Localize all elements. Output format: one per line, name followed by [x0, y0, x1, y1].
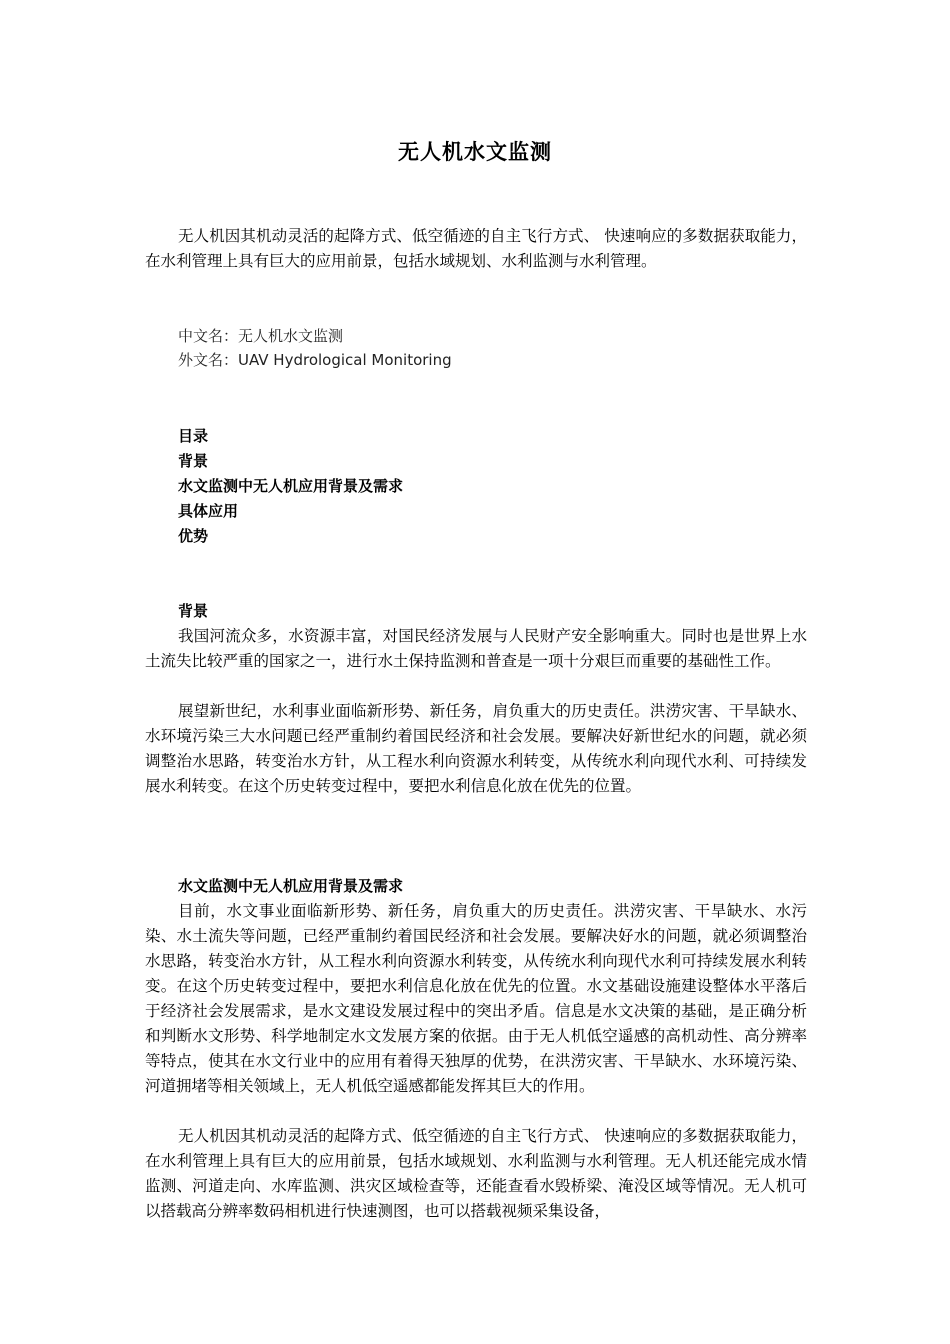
needs-paragraph-2: 无人机因其机动灵活的起降方式、低空循迹的自主飞行方式、 快速响应的多数据获取能力，在水利管理上具有巨大的应用前景，包括水域规划、水利监测与水利管理。无人机还能完成水情监测、河道走向、水库监测、洪灾区域检查等，还能查看水毁桥梁、淹没区域等情况。无人机可以搭载高分辨率数码相机进行快速测图，也可以搭载视频采集设备，	[145, 1127, 807, 1220]
background-paragraph-1: 我国河流众多，水资源丰富，对国民经济发展与人民财产安全影响重大。同时也是世界上水土流失比较严重的国家之一，进行水土保持监测和普查是一项十分艰巨而重要的基础性工作。	[145, 627, 807, 670]
toc-heading: 目录	[178, 427, 209, 445]
section-heading-needs: 水文监测中无人机应用背景及需求	[178, 877, 404, 895]
needs-paragraph-1: 目前，水文事业面临新形势、新任务，肩负重大的历史责任。洪涝灾害、干旱缺水、水污染、水土流失等问题，已经严重制约着国民经济和社会发展。要解决好水的问题，就必须调整治水思路，转变治水方针，从工程水利向资源水利转变，从传统水利向现代水利可持续发展水利转变。在这个历史转变过程中，要把水利信息化放在优先的位置。水文基础设施建设整体水平落后于经济社会发展需求，是水文建设发展过程中的突出矛盾。信息是水文决策的基础，是正确分析和判断水文形势、科学地制定水文发展方案的依据。由于无人机低空遥感的高机动性、高分辨率等特点，使其在水文行业中的应用有着得天独厚的优势，在洪涝灾害、干旱缺水、水环境污染、河道拥堵等相关领域上，无人机低空遥感都能发挥其巨大的作用。	[145, 902, 807, 1095]
background-paragraph-2: 展望新世纪，水利事业面临新形势、新任务，肩负重大的历史责任。洪涝灾害、干旱缺水、水环境污染三大水问题已经严重制约着国民经济和社会发展。要解决好新世纪水的问题，就必须调整治水思路，转变治水方针，从工程水利向资源水利转变，从传统水利向现代水利、可持续发展水利转变。在这个历史转变过程中，要把水利信息化放在优先的位置。	[145, 702, 807, 795]
intro-paragraph: 无人机因其机动灵活的起降方式、低空循迹的自主飞行方式、 快速响应的多数据获取能力，在水利管理上具有巨大的应用前景，包括水域规划、水利监测与水利管理。	[145, 227, 807, 270]
chinese-name: 中文名：无人机水文监测	[178, 327, 344, 345]
toc-item-needs[interactable]: 水文监测中无人机应用背景及需求	[178, 477, 404, 495]
toc-item-background[interactable]: 背景	[178, 452, 209, 470]
section-heading-background: 背景	[178, 602, 209, 620]
foreign-name: 外文名：UAV Hydrological Monitoring	[178, 351, 452, 369]
table-of-contents	[178, 424, 403, 549]
document-title: 无人机水文监测	[398, 140, 552, 164]
toc-item-applications[interactable]: 具体应用	[178, 502, 239, 520]
toc-item-advantages[interactable]: 优势	[178, 527, 209, 545]
meta-info	[178, 324, 452, 372]
